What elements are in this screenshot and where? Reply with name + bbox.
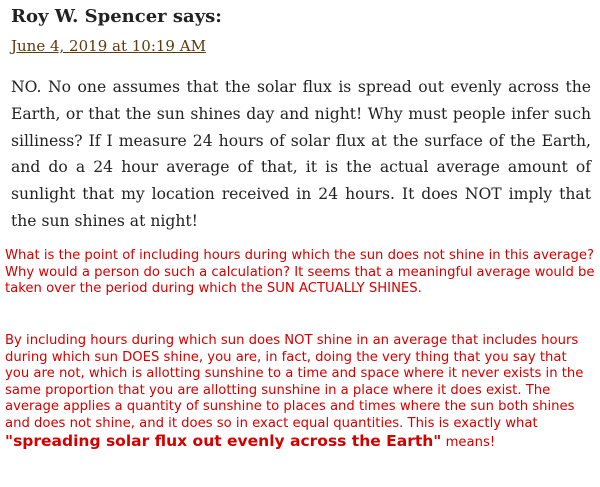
comment-quote-text: NO. No one assumes that the solar flux is spread out evenly across the Earth, or that the sun shines day and night! Why must people infer such silliness? If I measure 24 hours of solar flux at the surface of the Earth, and do a 24 hour average of that, it is the actual average amount of sunlight that my location received in 24 hours. It does NOT imply that the sun shines at night! — [11, 78, 591, 230]
reply-paragraph-2-text: By including hours during which sun does NOT shine in an average that includes hours during which sun DOES shine, you are, in fact, doing the very thing that you say that you are not, which is allotting sunshine to a time and space where it never exists in the same proportion that you are allotting sunshine in a place where it does exist. The average applies a quantity of sunshine to places and times where the sun both shines and does not shine, and it does so in exact equal quantities. This is exactly what — [5, 333, 584, 431]
comment-timestamp-link[interactable]: June 4, 2019 at 10:19 AM — [11, 37, 206, 55]
reply-paragraph-2-end: means! — [441, 434, 496, 450]
comment-author: Roy W. Spencer says: — [11, 6, 222, 27]
reply-emphasis-phrase: "spreading solar flux out evenly across the Earth" — [5, 431, 442, 450]
reply-paragraph-1: What is the point of including hours during which the sun does not shine in this average? Why would a person do such a calculation? It seems that a meaningful average would be taken over the period during which the SUN ACTUALLY SHINES. — [5, 248, 595, 297]
reply-paragraph-2 — [5, 333, 595, 451]
